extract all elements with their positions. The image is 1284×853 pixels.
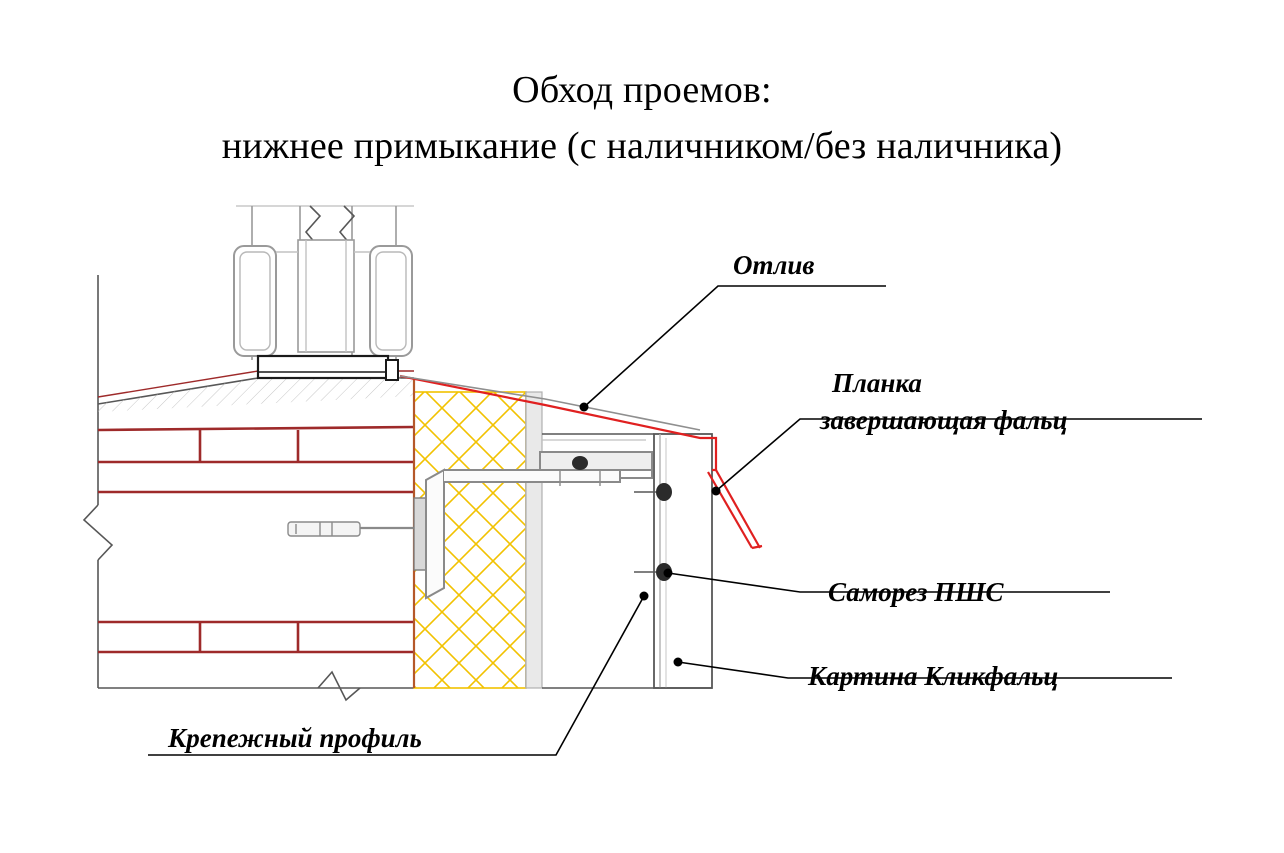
label-otliv: Отлив (733, 250, 815, 280)
page-title-line-1: Обход проемов: (512, 69, 772, 111)
leader-dot-kartina (674, 658, 683, 667)
label-planka-line-1: Планка (832, 368, 922, 398)
wall-anchor (288, 498, 426, 570)
leader-dot-otliv (580, 403, 589, 412)
leader-dot-samorez (664, 569, 673, 578)
label-krepezhny-profil: Крепежный профиль (168, 723, 422, 753)
screw-pshs-upper (634, 483, 672, 501)
label-planka-line-2: завершающая фальц (820, 405, 1068, 435)
label-kartina-klikfalz: Картина Кликфальц (808, 661, 1059, 691)
screw-pshs-bracket (572, 456, 588, 470)
page-title-line-2: нижнее примыкание (с наличником/без наличника) (221, 125, 1063, 167)
label-samorez-pshs: Саморез ПШС (828, 577, 1004, 607)
window-frame-assembly (234, 206, 414, 380)
leader-dot-planka (712, 487, 721, 496)
leader-dot-profil (640, 592, 649, 601)
